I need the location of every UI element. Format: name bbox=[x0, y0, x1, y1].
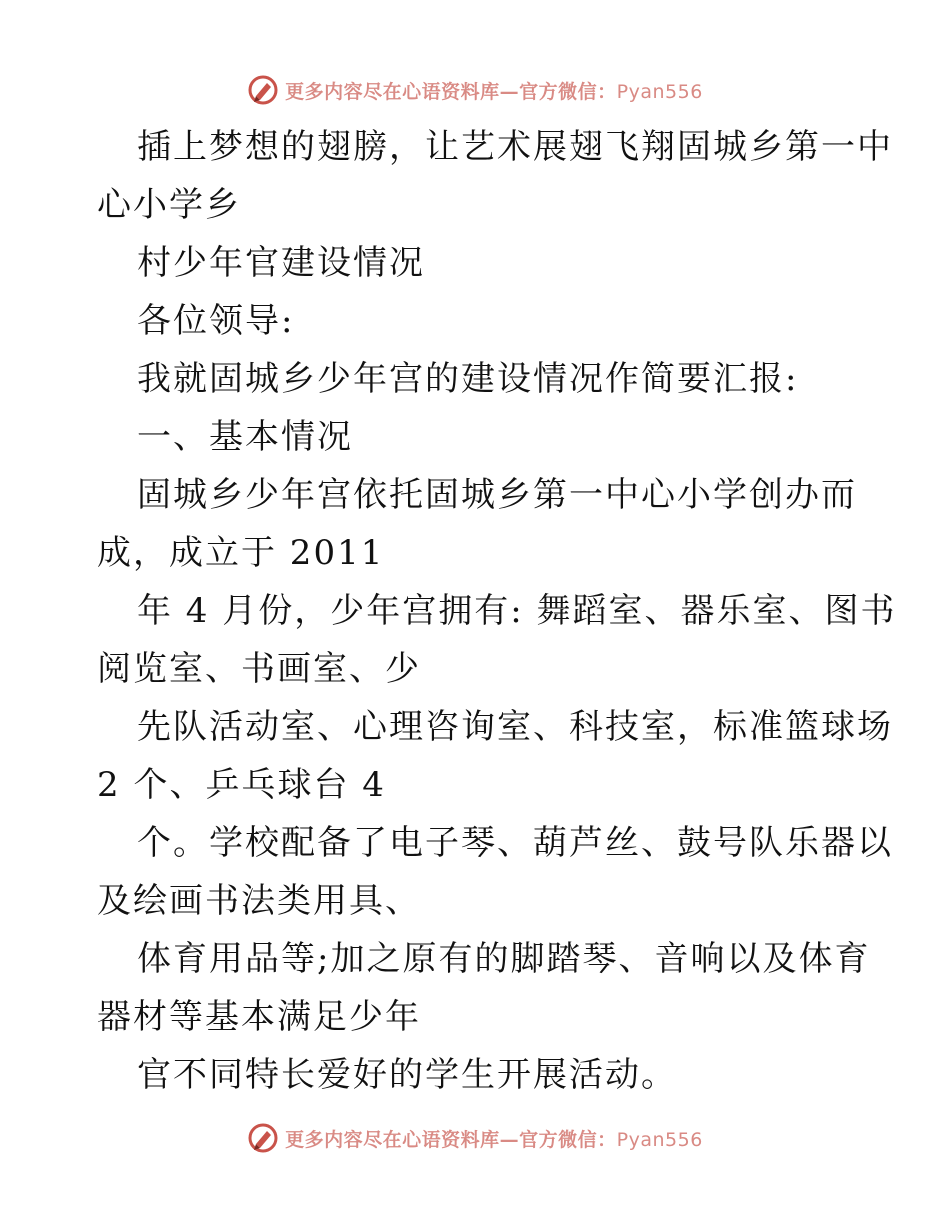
paragraph-line: 成，成立于 2011 bbox=[97, 533, 385, 573]
salutation: 各位领导: bbox=[137, 301, 295, 341]
pen-logo-icon bbox=[247, 1122, 279, 1154]
header-wechat-id: Pyan556 bbox=[616, 80, 703, 103]
header-banner-text bbox=[285, 77, 703, 104]
paragraph-line: 器材等基本满足少年 bbox=[97, 997, 421, 1037]
paragraph-line: 2 个、乒乓球台 4 bbox=[97, 765, 386, 805]
footer-banner-label: 更多内容尽在心语资料库—官方微信： bbox=[285, 1128, 617, 1151]
footer-banner bbox=[0, 1118, 950, 1158]
paragraph-line: 及绘画书法类用具、 bbox=[97, 881, 421, 921]
paragraph-line: 体育用品等;加之原有的脚踏琴、音响以及体育 bbox=[137, 939, 871, 979]
section-heading: 一、基本情况 bbox=[137, 417, 353, 457]
footer-wechat-id: Pyan556 bbox=[616, 1128, 703, 1151]
document-body bbox=[97, 118, 897, 1104]
title-line-1: 插上梦想的翅膀，让艺术展翅飞翔固城乡第一中 bbox=[137, 127, 893, 167]
title-line-2: 心小学乡 bbox=[97, 185, 241, 225]
header-banner-label: 更多内容尽在心语资料库—官方微信： bbox=[285, 80, 617, 103]
intro-paragraph: 我就固城乡少年宫的建设情况作简要汇报: bbox=[137, 359, 799, 399]
paragraph-line: 先队活动室、心理咨询室、科技室，标准篮球场 bbox=[137, 707, 893, 747]
footer-banner-content bbox=[247, 1122, 703, 1154]
paragraph-line: 阅览室、书画室、少 bbox=[97, 649, 421, 689]
paragraph-line: 固城乡少年宫依托固城乡第一中心小学创办而 bbox=[137, 475, 857, 515]
footer-banner-text bbox=[285, 1125, 703, 1152]
title-line-3: 村少年官建设情况 bbox=[137, 243, 425, 283]
header-banner bbox=[0, 70, 950, 110]
pen-logo-icon bbox=[247, 74, 279, 106]
paragraph-line: 官不同特长爱好的学生开展活动。 bbox=[137, 1055, 677, 1095]
paragraph-line: 个。学校配备了电子琴、葫芦丝、鼓号队乐器以 bbox=[137, 823, 893, 863]
paragraph-line: 年 4 月份，少年宫拥有: 舞蹈室、器乐室、图书 bbox=[137, 591, 897, 631]
header-banner-content bbox=[247, 74, 703, 106]
